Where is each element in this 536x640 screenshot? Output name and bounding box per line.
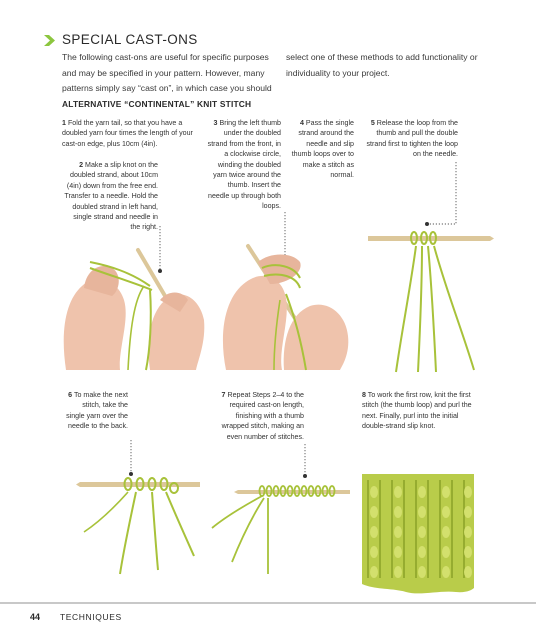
step-text: To make the next stitch, take the single yarn over the needle to the back. — [66, 391, 128, 431]
step-text: Repeat Steps 2–4 to the required cast-on length, finishing with a thumb wrapped stitch, making an even number of stitches. — [221, 391, 304, 441]
step-text: Pass the single strand around the needle and slip thumb loops over to make a stitch as normal. — [291, 119, 354, 180]
needle-step-7 — [212, 486, 350, 574]
step-text: Release the loop from the thumb and pull the double strand first to tighten the loop on the needle. — [366, 119, 458, 159]
footer-rule — [0, 602, 536, 604]
step-text: To work the first row, knit the first stitch (the thumb loop) and purl the next. Finally, purl into the initial double-strand slip knot. — [362, 391, 472, 431]
page-number: 44 — [30, 612, 41, 622]
needle-step-6 — [76, 478, 200, 574]
step-text: Fold the yarn tail, so that you have a doubled yarn four times the length of your cast-on edge, plus 10cm (4in). — [62, 119, 193, 148]
step-text: Make a slip knot on the doubled strand, about 10cm (4in) down from the free end. Transfer to a needle. Hold the doubled strand in left hand, single strand and needle in the right. — [64, 161, 158, 232]
step-text: Bring the left thumb under the doubled strand from the front, in a clockwise circle, winding the doubled yarn twice around the thumb. Insert the needle up through both loops. — [207, 119, 281, 211]
step-number: 4 — [299, 119, 304, 127]
intro-text-left: The following cast-ons are useful for specific purposes and may be specified in your pattern. However, many patterns simply say “cast on”, in which case you should — [62, 52, 272, 93]
step-number: 5 — [370, 119, 375, 127]
step-number: 8 — [362, 391, 366, 399]
running-head: TECHNIQUES — [60, 612, 122, 622]
hands-photo-step-2 — [64, 250, 205, 370]
step-number: 6 — [68, 391, 73, 399]
knitted-swatch-step-8 — [362, 474, 474, 593]
needle-step-5 — [368, 232, 494, 372]
method-subtitle: ALTERNATIVE “CONTINENTAL” KNIT STITCH — [62, 99, 252, 109]
hands-photo-step-3 — [223, 246, 348, 370]
section-title: SPECIAL CAST-ONS — [62, 32, 198, 47]
step-number: 7 — [221, 391, 226, 399]
intro-text-right: select one of these methods to add functionality or individuality to your project. — [286, 52, 478, 78]
step-number: 3 — [213, 119, 218, 127]
step-number: 1 — [62, 119, 66, 127]
step-number: 2 — [79, 161, 84, 169]
